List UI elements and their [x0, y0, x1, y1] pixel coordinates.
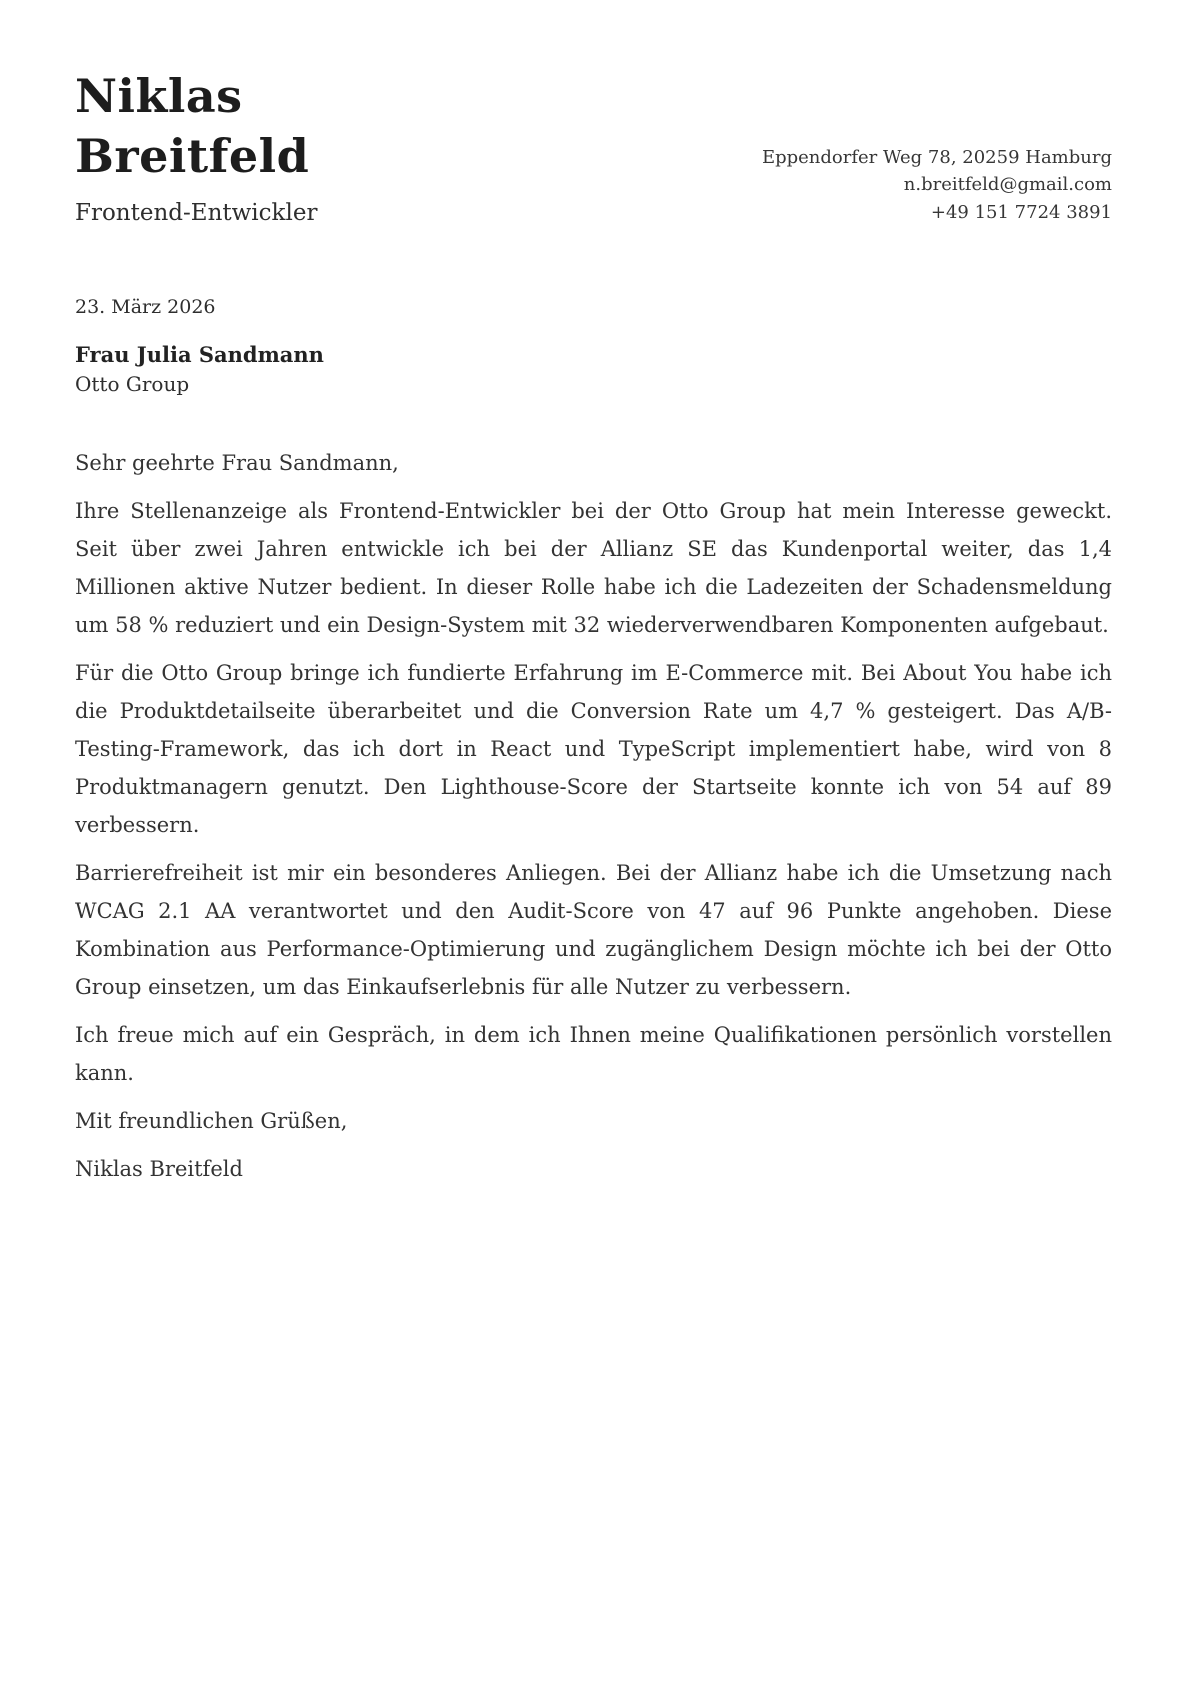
paragraph-4: Ich freue mich auf ein Gespräch, in dem ich Ihnen meine Qualifikationen persönlich vorstellen kann.: [75, 1023, 1112, 1085]
recipient-company: Otto Group: [75, 372, 190, 396]
contact-block: [762, 144, 1112, 229]
paragraph-1: Ihre Stellenanzeige als Frontend-Entwickler bei der Otto Group hat mein Interesse geweckt. Seit über zwei Jahren entwickle ich bei der Allianz SE das Kundenportal weiter, das 1,4 Millionen aktive Nutzer bedient. In dieser Rolle habe ich die Ladezeiten der Schadensmeldung um 58 % reduziert und ein Design-System mit 32 wiederverwendbaren Komponenten aufgebaut.: [75, 499, 1112, 637]
closing-line: Mit freundlichen Grüßen,: [75, 1109, 348, 1133]
sender-role: Frontend-Entwickler: [75, 200, 318, 226]
contact-address: Eppendorfer Weg 78, 20259 Hamburg: [761, 146, 1112, 168]
contact-email: n.breitfeld@gmail.com: [903, 174, 1112, 195]
recipient-name: Frau Julia Sandmann: [75, 342, 324, 367]
paragraph-3: Barrierefreiheit ist mir ein besonderes Anliegen. Bei der Allianz habe ich die Umsetzung nach WCAG 2.1 AA verantwortet und den Audit-Score von 47 auf 96 Punkte angehoben. Diese Kombination aus Performance-Optimierung und zugänglichem Design möchte ich bei der Otto Group einsetzen, um das Einkaufserlebnis für alle Nutzer zu verbessern.: [75, 861, 1112, 999]
letter-date: 23. März 2026: [75, 296, 216, 318]
salutation: Sehr geehrte Frau Sandmann,: [75, 451, 399, 475]
sender-name: [75, 66, 317, 186]
signature-name: Niklas Breitfeld: [75, 1157, 243, 1181]
sender-name-line1: Niklas: [75, 69, 243, 123]
recipient-block: [75, 340, 1112, 398]
letter-header: [75, 66, 1112, 228]
sender-name-line2: Breitfeld: [75, 129, 310, 183]
sender-identity: [75, 66, 317, 228]
letter-body: [75, 444, 1112, 1188]
paragraph-2: Für die Otto Group bringe ich fundierte Erfahrung im E-Commerce mit. Bei About You habe ich die Produktdetailseite überarbeitet und die Conversion Rate um 4,7 % gesteigert. Das A/B-Testing-Framework, das ich dort in React und TypeScript implementiert habe, wird von 8 Produktmanagern genutzt. Den Lighthouse-Score der Startseite konnte ich von 54 auf 89 verbessern.: [75, 661, 1112, 837]
contact-phone: +49 151 7724 3891: [930, 201, 1112, 223]
